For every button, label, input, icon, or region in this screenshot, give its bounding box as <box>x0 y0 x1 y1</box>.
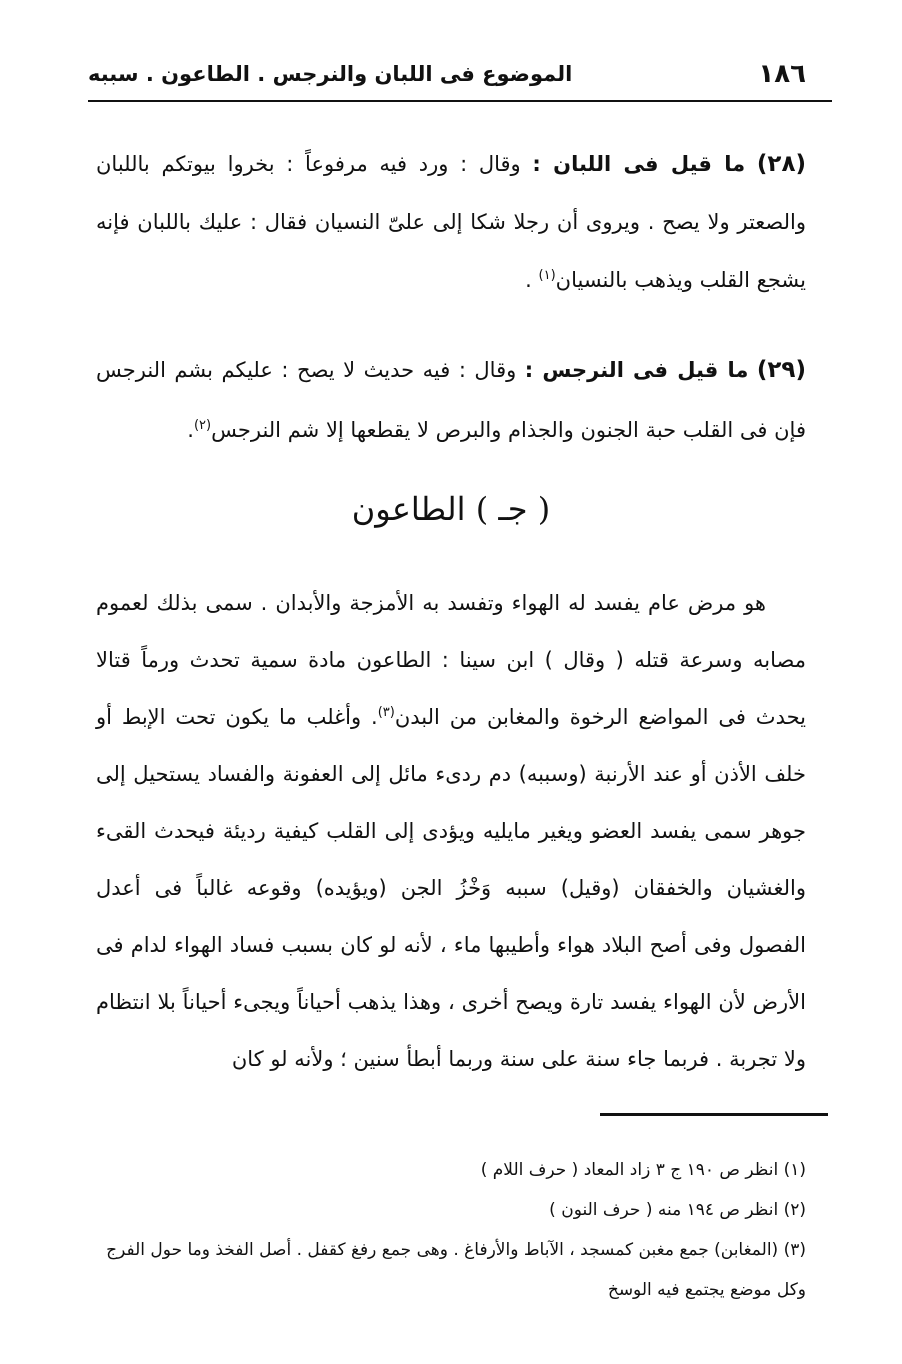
running-title: الموضوع فى اللبان والنرجس . الطاعون . سببه <box>88 62 573 86</box>
header-rule <box>88 100 832 102</box>
entry-29-text: وقال : فيه حديث لا يصح : عليكم بشم النرجس فإن فى القلب حبة الجنون والجذام والبرص لا يقطعها إلا شم النرجس <box>96 358 806 442</box>
entry-28-number: (٢٨) <box>756 151 806 177</box>
entry-28-text: وقال : ورد فيه مرفوعاً : بخروا بيوتكم باللبان والصعتر ولا يصح . ويروى أن رجلا شكا إلى علىّ النسيان فقال : عليك باللبان فإنه يشجع القلب ويذهب بالنسيان <box>96 152 806 292</box>
entry-28 <box>96 135 806 309</box>
entry-29-number: (٢٩) <box>756 357 806 383</box>
footnote-3: (٣) (المغابن) جمع مغبن كمسجد ، الآباط والأرفاغ . وهى جمع رفغ كقفل . أصل الفخذ وما حول الفرج وكل موضع يجتمع فيه الوسخ <box>106 1240 806 1300</box>
footnote-ref-2: (٢) <box>193 418 212 433</box>
entry-28-title: ما قيل فى اللبان : <box>532 152 746 176</box>
entry-29-paragraph <box>96 340 806 460</box>
plague-text-part-1: هو مرض عام يفسد له الهواء وتفسد به الأمزجة والأبدان . سمى بذلك لعموم مصابه وسرعة قتله ( وقال ) ابن سينا : الطاعون مادة سمية تحدث ورماً قتالا يحدث فى المواضع الرخوة والمغابن من البدن <box>96 591 806 729</box>
entry-29-end: . <box>187 418 194 442</box>
plague-paragraph <box>96 575 806 1088</box>
section-heading: ( جـ ) الطاعون <box>351 490 551 528</box>
footnote-rule <box>600 1113 828 1116</box>
entry-29 <box>96 340 806 460</box>
footnote-ref-3: (٣) <box>377 705 395 720</box>
footnote-1: (١) انظر ص ١٩٠ ج ٣ زاد المعاد ( حرف اللام ) <box>480 1160 806 1180</box>
footnotes <box>96 1150 806 1310</box>
footnote-2: (٢) انظر ص ١٩٤ منه ( حرف النون ) <box>549 1200 806 1220</box>
page-header <box>88 54 806 94</box>
entry-29-title: ما قيل فى النرجس : <box>524 358 749 382</box>
page-number: ١٨٦ <box>758 59 806 89</box>
plague-text-part-2: . وأغلب ما يكون تحت الإبط أو خلف الأذن أو عند الأرنبة (وسببه) دم ردىء مائل إلى العفونة والفساد يستحيل إلى جوهر سمى يفسد العضو ويغير مايليه ويؤدى إلى القلب كيفية رديئة فيحدث القىء والغشيان والخفقان (وقيل) سببه وَخْزُ الجن (ويؤيده) وقوعه غالباً فى أعدل الفصول وفى أصح البلاد هواء وأطيبها ماء ، لأنه لو كان بسبب فساد الهواء لدام فى الأرض لأن الهواء يفسد تارة ويصح أخرى ، وهذا يذهب أحياناً ويجىء أحياناً بلا انتظام ولا تجربة . فربما جاء سنة على سنة وربما أبطأ سنين ؛ ولأنه لو كان <box>96 705 806 1071</box>
footnote-ref-1: (١) <box>538 268 556 283</box>
entry-28-end: . <box>525 268 539 292</box>
entry-28-paragraph <box>96 135 806 309</box>
plague-section-body <box>96 575 806 1088</box>
